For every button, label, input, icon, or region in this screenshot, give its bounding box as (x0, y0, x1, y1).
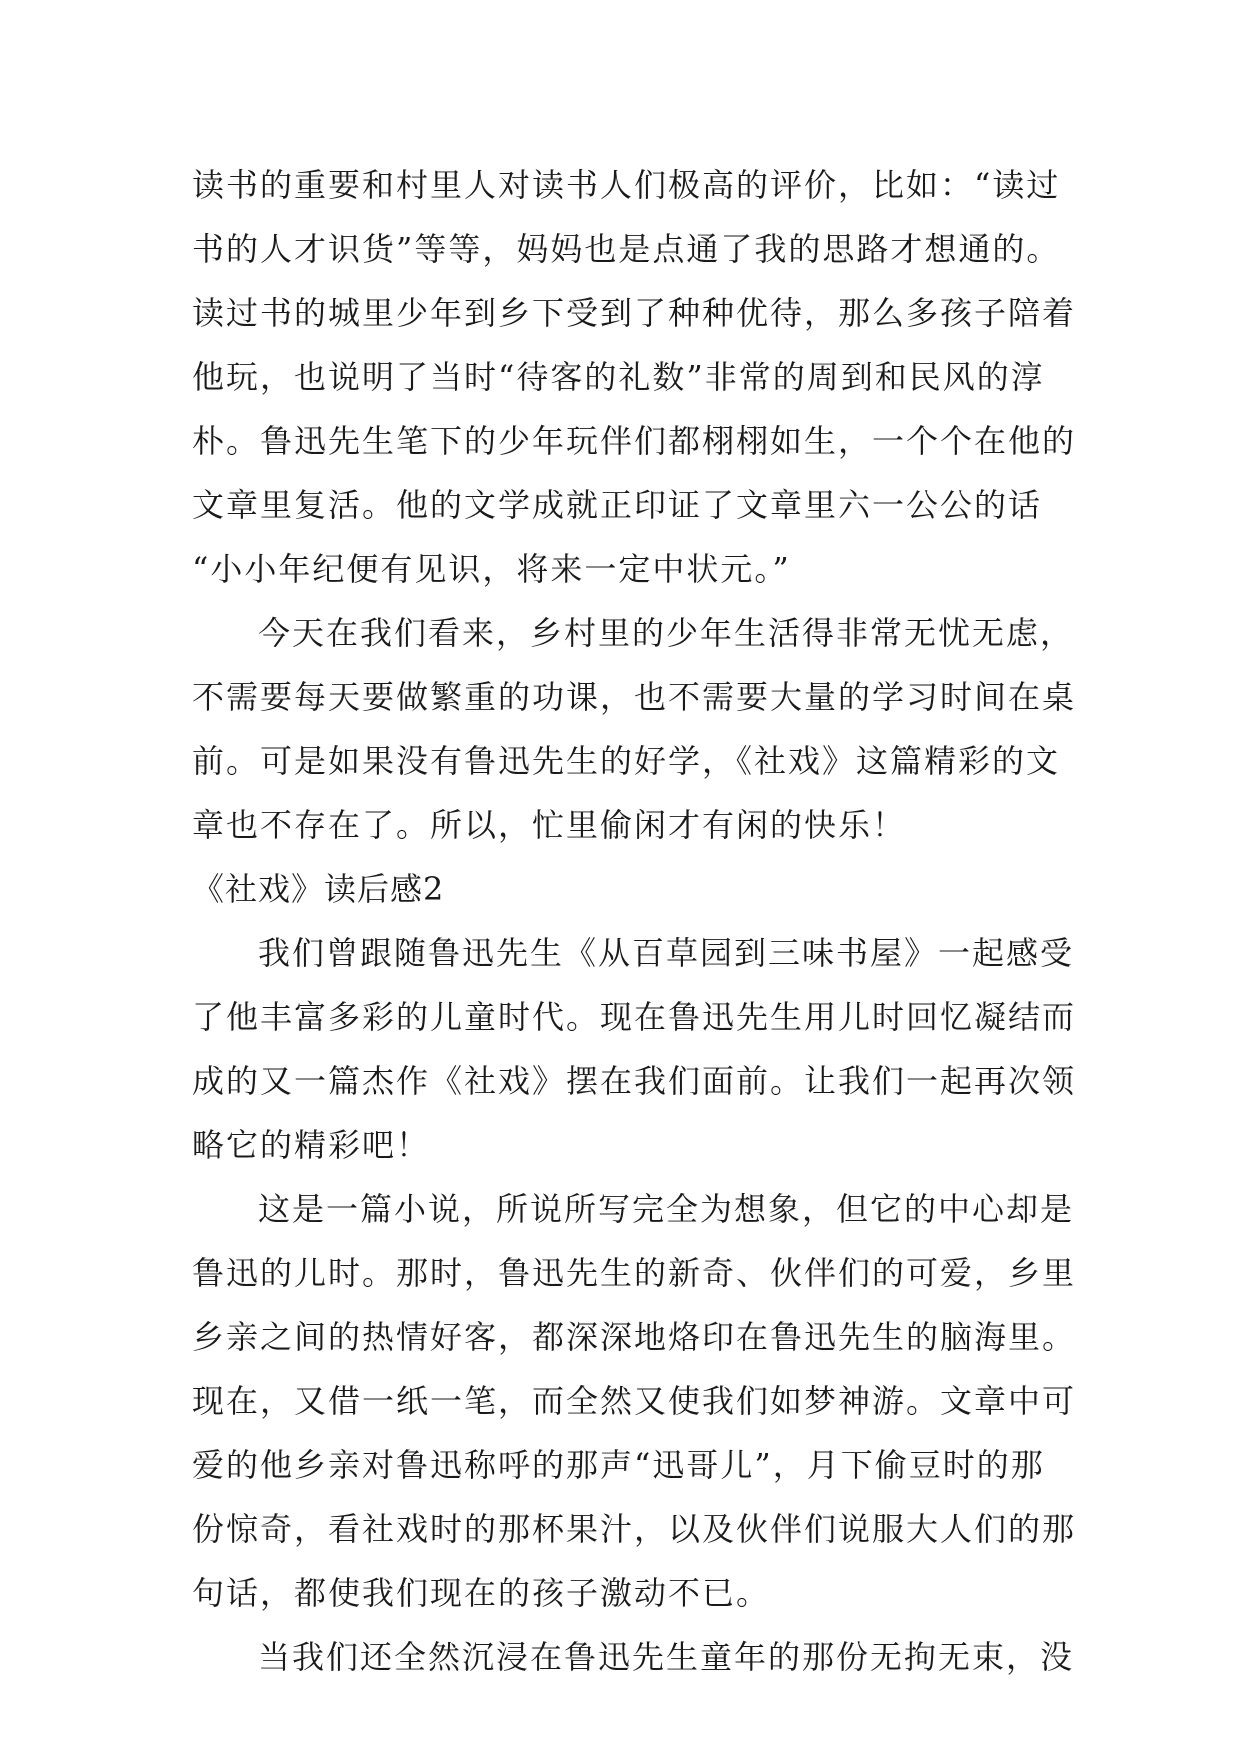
text-line: 了他丰富多彩的儿童时代。现在鲁迅先生用儿时回忆凝结而 (192, 998, 1077, 1036)
text-line: 章也不存在了。所以，忙里偷闲才有闲的快乐！ (192, 806, 907, 844)
text-line: 成的又一篇杰作《社戏》摆在我们面前。让我们一起再次领 (192, 1062, 1077, 1100)
paragraph-start-line: 当我们还全然沉浸在鲁迅先生童年的那份无拘无束，没 (258, 1638, 1075, 1676)
text-line: 他玩，也说明了当时“待客的礼数”非常的周到和民风的淳 (192, 358, 1045, 396)
text-line: 份惊奇，看社戏时的那杯果汁，以及伙伴们说服大人们的那 (192, 1510, 1077, 1548)
text-line: 书的人才识货”等等，妈妈也是点通了我的思路才想通的。 (192, 230, 1061, 268)
paragraph-start-line: 这是一篇小说，所说所写完全为想象，但它的中心却是 (258, 1190, 1075, 1228)
text-line: “小小年纪便有见识，将来一定中状元。” (192, 550, 791, 588)
text-line: 现在，又借一纸一笔，而全然又使我们如梦神游。文章中可 (192, 1382, 1077, 1420)
text-line: 句话，都使我们现在的孩子激动不已。 (192, 1574, 771, 1612)
text-line: 文章里复活。他的文学成就正印证了文章里六一公公的话 (192, 486, 1043, 524)
paragraph-start-line: 今天在我们看来，乡村里的少年生活得非常无忧无虑， (258, 614, 1075, 652)
document-body (192, 153, 1077, 1689)
section-heading: 《社戏》读后感2 (192, 870, 445, 908)
text-line: 乡亲之间的热情好客，都深深地烙印在鲁迅先生的脑海里。 (192, 1318, 1077, 1356)
text-line: 读书的重要和村里人对读书人们极高的评价，比如：“读过 (192, 166, 1061, 204)
paragraph-start-line: 我们曾跟随鲁迅先生《从百草园到三味书屋》一起感受 (258, 934, 1075, 972)
text-line: 读过书的城里少年到乡下受到了种种优待，那么多孩子陪着 (192, 294, 1077, 332)
text-line: 爱的他乡亲对鲁迅称呼的那声“迅哥儿”，月下偷豆时的那 (192, 1446, 1045, 1484)
text-line: 朴。鲁迅先生笔下的少年玩伴们都栩栩如生，一个个在他的 (192, 422, 1077, 460)
text-line: 略它的精彩吧！ (192, 1126, 431, 1164)
text-line: 前。可是如果没有鲁迅先生的好学，《社戏》这篇精彩的文 (192, 742, 1061, 780)
text-line: 鲁迅的儿时。那时，鲁迅先生的新奇、伙伴们的可爱，乡里 (192, 1254, 1077, 1292)
text-line: 不需要每天要做繁重的功课，也不需要大量的学习时间在桌 (192, 678, 1077, 716)
